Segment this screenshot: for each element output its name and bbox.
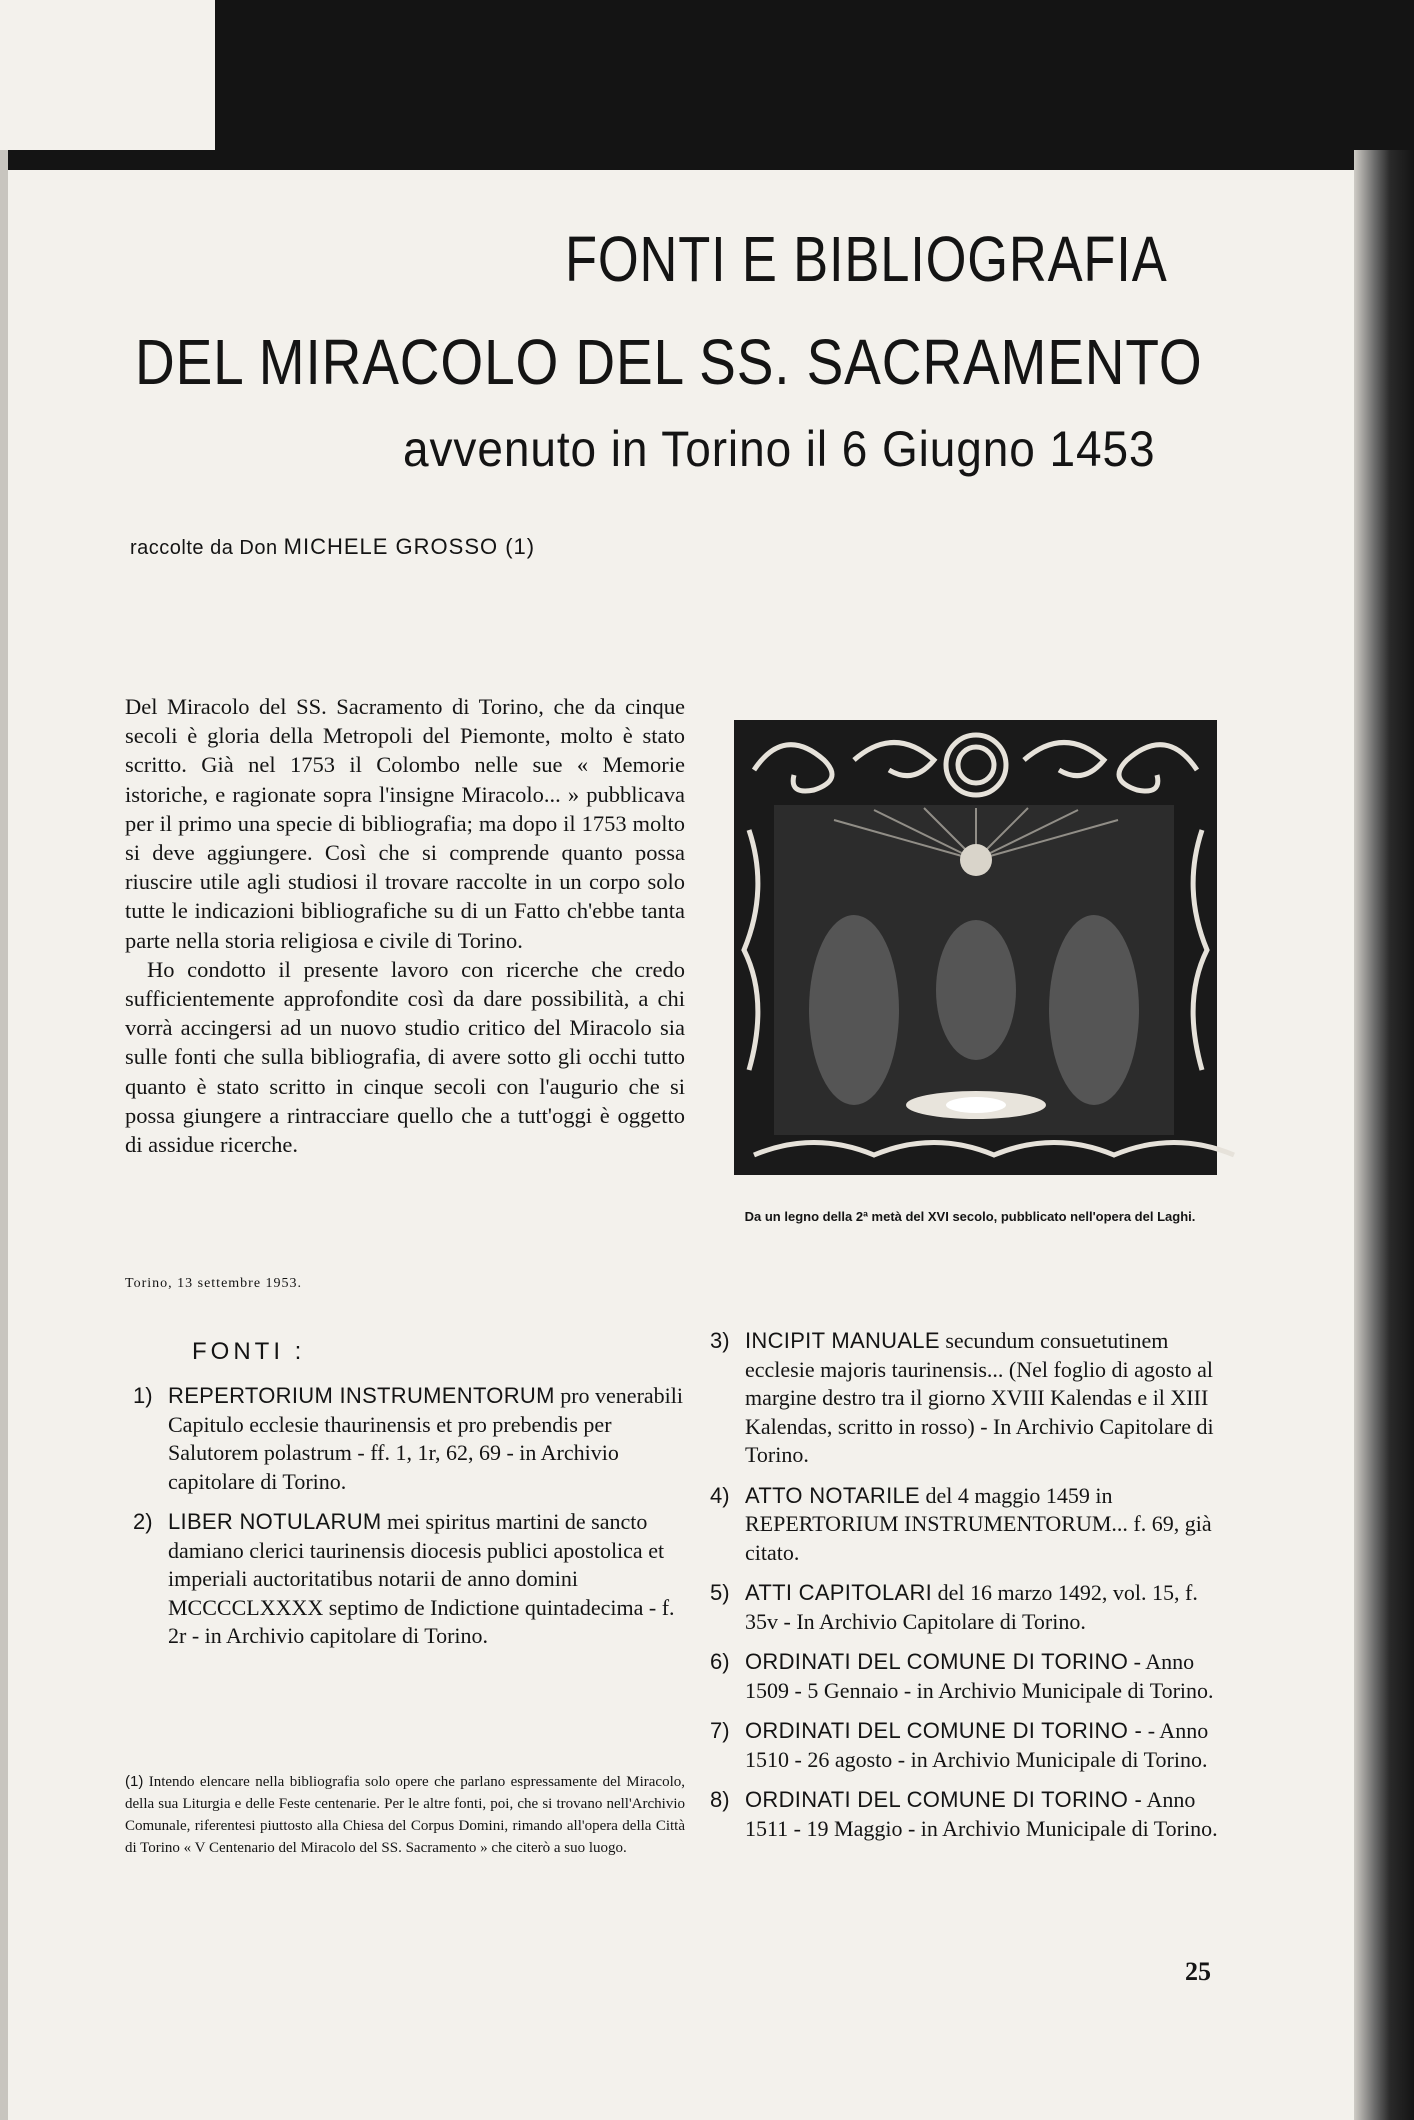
fonti-item-title: ORDINATI DEL COMUNE DI TORINO -	[745, 1718, 1143, 1743]
fonti-item	[133, 1382, 691, 1496]
fonti-item-number: 6)	[710, 1649, 730, 1674]
fonti-item-text: - Anno 1510 - 26 agosto - in Archivio Municipale di Torino.	[745, 1718, 1209, 1772]
footnote-text: Intendo elencare nella bibliografia solo opere che parlano espressamente del Miracolo, della sua Liturgia e delle Feste centenarie. Per le altre fonti, poi, che si trovano nell'Archivio Comunale, riferentesi piuttosto alla Chiesa del Corpus Domini, rimando all'opera della Città di Torino « V Centenario del Miracolo del SS. Sacramento » che citerò a suo luogo.	[125, 1774, 685, 1856]
fonti-item-text: del 4 maggio 1459 in REPERTORIUM INSTRUMENTORUM... f. 69, già citato.	[745, 1482, 1212, 1565]
fonti-item-title: LIBER NOTULARUM	[168, 1509, 382, 1534]
fonti-item-number: 1)	[133, 1383, 153, 1408]
fonti-heading: FONTI :	[192, 1338, 306, 1365]
fonti-item-title: INCIPIT MANUALE	[745, 1328, 940, 1353]
fonti-item	[710, 1717, 1235, 1774]
fonti-item-number: 8)	[710, 1787, 730, 1812]
title-line-2: DEL MIRACOLO DEL SS. SACRAMENTO	[135, 326, 1203, 398]
fonti-item	[710, 1327, 1235, 1470]
fonti-item-text: secundum consuetutinem ecclesie majoris taurinensis... (Nel foglio di agosto al margine destro tra il giorno XVIII Kalendas e il XIII Kalendas, scritto in rosso) - In Archivio Capitolare di Torino.	[745, 1328, 1214, 1467]
fonti-item-title: ATTI CAPITOLARI	[745, 1580, 933, 1605]
fonti-item-number: 2)	[133, 1509, 153, 1534]
fonti-item-title: ORDINATI DEL COMUNE DI TORINO	[745, 1649, 1129, 1674]
byline-author: MICHELE GROSSO (1)	[283, 534, 536, 559]
subtitle: avvenuto in Torino il 6 Giugno 1453	[403, 421, 1156, 477]
fonti-item-text: pro venerabili Capitulo ecclesie thaurinensis et pro prebendis per Salutorem polastrum - ff. 1, 1r, 62, 69 - in Archivio capitolare di Torino.	[168, 1383, 684, 1494]
fonti-item	[710, 1579, 1235, 1636]
fonti-item-text: Anno 1511 - 19 Maggio - in Archivio Municipale di Torino.	[745, 1787, 1218, 1841]
footnote-number: (1)	[125, 1773, 144, 1790]
title-line-1: FONTI E BIBLIOGRAFIA	[565, 223, 1168, 295]
byline-prefix: raccolte da Don	[130, 537, 278, 559]
fonti-item	[710, 1648, 1235, 1705]
fonti-list-right	[710, 1327, 1235, 1855]
intro-paragraph-1: Del Miracolo del SS. Sacramento di Torino, che da cinque secoli è gloria della Metropoli del Piemonte, molto è stato scritto. Già nel 1753 il Colombo nelle sue « Memorie istoriche, e ragionate sopra l'insigne Miracolo... » pubblicava per il primo una specie di bibliografia; ma dopo il 1753 molto si deve aggiungere. Così che si comprende quanto possa riuscire utile agli studiosi il trovare raccolte in un corpo solo tutte le indicazioni bibliografiche su di un Fatto ch'ebbe tanta parte nella storia religiosa e civile di Torino.	[125, 694, 685, 953]
intro-text	[125, 692, 685, 1159]
fonti-item-number: 4)	[710, 1482, 730, 1508]
fonti-item-title: ATTO NOTARILE	[745, 1482, 921, 1508]
fonti-item-number: 7)	[710, 1718, 730, 1743]
byline	[130, 534, 535, 560]
woodcut-illustration-icon	[714, 710, 1237, 1190]
fonti-item-text: del 16 marzo 1492, vol. 15, f. 35v - In Archivio Capitolare di Torino.	[745, 1580, 1198, 1634]
fonti-item-title: ORDINATI DEL COMUNE DI TORINO -	[745, 1787, 1143, 1812]
scan-right-edge	[1354, 150, 1414, 2120]
intro-paragraph-2: Ho condotto il presente lavoro con ricerche che credo sufficientemente approfondite così da dare possibilità, a chi vorrà accingersi ad un nuovo studio critico del Miracolo sia sulle fonti che sulla bibliografia, di avere sotto gli occhi tutto quanto è stato scritto in cinque secoli con l'augurio che si possa giungere a rintracciare quello che a tutt'oggi è oggetto di assidue ricerche.	[125, 956, 685, 1158]
fonti-item	[133, 1508, 691, 1651]
fonti-item-text: - Anno 1509 - 5 Gennaio - in Archivio Municipale di Torino.	[745, 1649, 1214, 1703]
fonti-item	[710, 1786, 1235, 1843]
dateline: Torino, 13 settembre 1953.	[125, 1276, 303, 1291]
footnote	[125, 1771, 685, 1859]
scan-top-left-margin	[0, 0, 215, 150]
scan-left-edge	[0, 150, 8, 2120]
fonti-item-title: REPERTORIUM INSTRUMENTORUM	[168, 1383, 555, 1408]
image-caption: Da un legno della 2ª metà del XVI secolo, pubblicato nell'opera del Laghi.	[744, 1209, 1196, 1224]
fonti-list-left	[133, 1382, 691, 1663]
fonti-item	[710, 1482, 1235, 1568]
page-number: 25	[1185, 1957, 1211, 1986]
fonti-item-number: 5)	[710, 1580, 730, 1605]
fonti-item-text: mei spiritus martini de sancto damiano clerici taurinensis diocesis publici apostolica et imperiali auctoritatibus notarii de anno domini MCCCCLXXXX septimo de Indictione quintadecima - f. 2r - in Archivio capitolare di Torino.	[168, 1509, 675, 1648]
fonti-item-number: 3)	[710, 1328, 730, 1353]
